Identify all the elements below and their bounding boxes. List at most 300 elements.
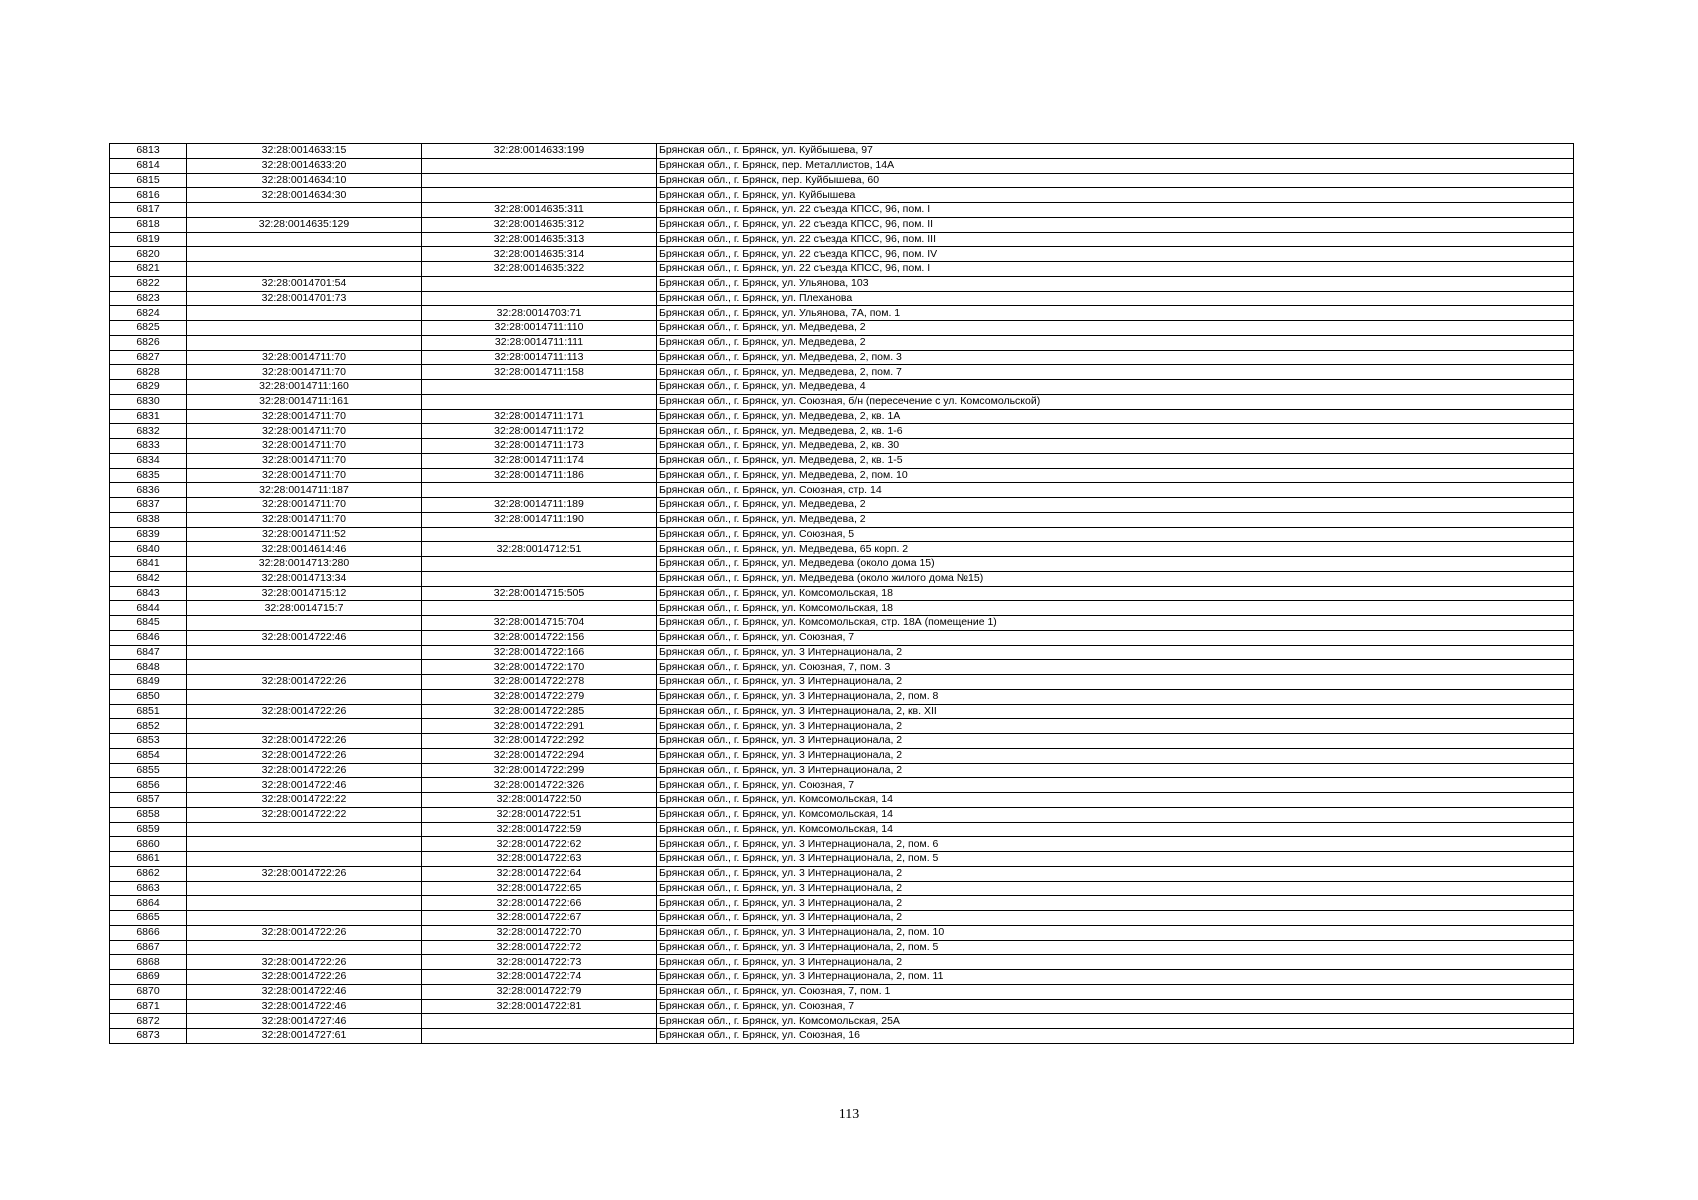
object-cadastral-number-cell: 32:28:0014722:170 [422,660,657,675]
object-cadastral-number-cell: 32:28:0014722:279 [422,689,657,704]
address-cell: Брянская обл., г. Брянск, ул. Медведева, 2, пом. 3 [657,350,1574,365]
cadastral-number-cell: 32:28:0014722:26 [187,675,422,690]
cadastral-number-cell: 32:28:0014722:26 [187,704,422,719]
table-row [110,778,1574,793]
table-row [110,203,1574,218]
object-cadastral-number-cell: 32:28:0014635:311 [422,203,657,218]
address-cell: Брянская обл., г. Брянск, ул. 22 съезда КПСС, 96, пом. I [657,203,1574,218]
cadastral-number-cell: 32:28:0014722:22 [187,807,422,822]
object-cadastral-number-cell: 32:28:0014722:285 [422,704,657,719]
table-row [110,394,1574,409]
table-row [110,675,1574,690]
address-cell: Брянская обл., г. Брянск, ул. Комсомольская, 14 [657,822,1574,837]
object-cadastral-number-cell [422,557,657,572]
cadastral-number-cell: 32:28:0014711:161 [187,394,422,409]
row-number-cell: 6867 [110,940,187,955]
object-cadastral-number-cell: 32:28:0014722:67 [422,911,657,926]
object-cadastral-number-cell [422,601,657,616]
address-cell: Брянская обл., г. Брянск, ул. Медведева, 2, пом. 10 [657,468,1574,483]
row-number-cell: 6856 [110,778,187,793]
address-cell: Брянская обл., г. Брянск, ул. 3 Интернационала, 2, кв. XII [657,704,1574,719]
page-number: 113 [838,1107,860,1122]
row-number-cell: 6841 [110,557,187,572]
table-row [110,1014,1574,1029]
address-cell: Брянская обл., г. Брянск, ул. Союзная, 5 [657,527,1574,542]
object-cadastral-number-cell: 32:28:0014722:294 [422,748,657,763]
object-cadastral-number-cell: 32:28:0014722:70 [422,925,657,940]
cadastral-number-cell: 32:28:0014722:26 [187,955,422,970]
cadastral-number-cell [187,660,422,675]
row-number-cell: 6846 [110,630,187,645]
address-cell: Брянская обл., г. Брянск, ул. 22 съезда КПСС, 96, пом. II [657,217,1574,232]
address-cell: Брянская обл., г. Брянск, ул. Ульянова, 7А, пом. 1 [657,306,1574,321]
row-number-cell: 6832 [110,424,187,439]
table-row [110,616,1574,631]
address-cell: Брянская обл., г. Брянск, ул. Комсомольская, стр. 18А (помещение 1) [657,616,1574,631]
object-cadastral-number-cell: 32:28:0014722:50 [422,793,657,808]
cadastral-number-cell: 32:28:0014711:70 [187,424,422,439]
table-row [110,571,1574,586]
object-cadastral-number-cell: 32:28:0014722:299 [422,763,657,778]
table-row [110,512,1574,527]
cadastral-number-cell: 32:28:0014722:22 [187,793,422,808]
object-cadastral-number-cell: 32:28:0014722:72 [422,940,657,955]
table-row [110,321,1574,336]
cadastral-number-cell: 32:28:0014711:70 [187,512,422,527]
object-cadastral-number-cell: 32:28:0014722:278 [422,675,657,690]
cadastral-number-cell: 32:28:0014634:30 [187,188,422,203]
address-cell: Брянская обл., г. Брянск, ул. 3 Интернационала, 2, пом. 5 [657,852,1574,867]
row-number-cell: 6839 [110,527,187,542]
table-row [110,424,1574,439]
object-cadastral-number-cell [422,173,657,188]
table-row [110,793,1574,808]
object-cadastral-number-cell: 32:28:0014635:313 [422,232,657,247]
row-number-cell: 6827 [110,350,187,365]
address-cell: Брянская обл., г. Брянск, ул. Союзная, 7 [657,778,1574,793]
table-row [110,630,1574,645]
object-cadastral-number-cell [422,188,657,203]
row-number-cell: 6829 [110,380,187,395]
table-row [110,734,1574,749]
object-cadastral-number-cell [422,1029,657,1044]
table-row [110,689,1574,704]
object-cadastral-number-cell: 32:28:0014722:63 [422,852,657,867]
object-cadastral-number-cell: 32:28:0014715:505 [422,586,657,601]
address-cell: Брянская обл., г. Брянск, ул. 3 Интернационала, 2 [657,911,1574,926]
cadastral-number-cell [187,881,422,896]
row-number-cell: 6849 [110,675,187,690]
cadastral-number-cell [187,321,422,336]
row-number-cell: 6824 [110,306,187,321]
table-row [110,822,1574,837]
object-cadastral-number-cell: 32:28:0014711:174 [422,453,657,468]
row-number-cell: 6831 [110,409,187,424]
cadastral-number-cell [187,645,422,660]
object-cadastral-number-cell: 32:28:0014711:172 [422,424,657,439]
table-row [110,498,1574,513]
row-number-cell: 6840 [110,542,187,557]
cadastral-number-cell [187,896,422,911]
object-cadastral-number-cell: 32:28:0014703:71 [422,306,657,321]
table-row [110,291,1574,306]
object-cadastral-number-cell: 32:28:0014722:166 [422,645,657,660]
address-cell: Брянская обл., г. Брянск, ул. 3 Интернационала, 2 [657,675,1574,690]
address-cell: Брянская обл., г. Брянск, ул. 3 Интернационала, 2 [657,645,1574,660]
address-cell: Брянская обл., г. Брянск, ул. 3 Интернационала, 2, пом. 6 [657,837,1574,852]
cadastral-number-cell: 32:28:0014727:61 [187,1029,422,1044]
address-cell: Брянская обл., г. Брянск, ул. Союзная, б/н (пересечение с ул. Комсомольской) [657,394,1574,409]
table-row [110,409,1574,424]
row-number-cell: 6823 [110,291,187,306]
table-row [110,970,1574,985]
table-row [110,217,1574,232]
row-number-cell: 6861 [110,852,187,867]
object-cadastral-number-cell: 32:28:0014722:51 [422,807,657,822]
table-row [110,852,1574,867]
cadastral-number-cell: 32:28:0014722:46 [187,778,422,793]
cadastral-number-cell: 32:28:0014701:73 [187,291,422,306]
table-row [110,144,1574,159]
address-cell: Брянская обл., г. Брянск, ул. 3 Интернационала, 2 [657,896,1574,911]
row-number-cell: 6852 [110,719,187,734]
address-cell: Брянская обл., г. Брянск, ул. Медведева (около жилого дома №15) [657,571,1574,586]
cadastral-number-cell: 32:28:0014722:26 [187,763,422,778]
cadastral-number-cell [187,689,422,704]
cadastral-number-cell: 32:28:0014711:70 [187,453,422,468]
cadastral-number-cell [187,837,422,852]
cadastral-number-cell: 32:28:0014711:70 [187,350,422,365]
table-row [110,955,1574,970]
object-cadastral-number-cell [422,394,657,409]
address-cell: Брянская обл., г. Брянск, ул. 3 Интернационала, 2 [657,719,1574,734]
address-cell: Брянская обл., г. Брянск, ул. Союзная, стр. 14 [657,483,1574,498]
cadastral-number-cell: 32:28:0014711:70 [187,498,422,513]
object-cadastral-number-cell [422,483,657,498]
cadastral-number-cell: 32:28:0014711:70 [187,468,422,483]
cadastral-number-cell: 32:28:0014713:280 [187,557,422,572]
address-cell: Брянская обл., г. Брянск, ул. Союзная, 7, пом. 3 [657,660,1574,675]
cadastral-number-cell: 32:28:0014711:187 [187,483,422,498]
object-cadastral-number-cell: 32:28:0014711:186 [422,468,657,483]
object-cadastral-number-cell: 32:28:0014722:59 [422,822,657,837]
table-row [110,527,1574,542]
table-row [110,468,1574,483]
cadastral-number-cell: 32:28:0014722:26 [187,970,422,985]
address-cell: Брянская обл., г. Брянск, ул. Куйбышева, 97 [657,144,1574,159]
object-cadastral-number-cell: 32:28:0014722:64 [422,866,657,881]
cadastral-number-cell [187,911,422,926]
row-number-cell: 6848 [110,660,187,675]
table-row [110,276,1574,291]
address-cell: Брянская обл., г. Брянск, ул. Медведева, 2, кв. 1-6 [657,424,1574,439]
address-cell: Брянская обл., г. Брянск, ул. 3 Интернационала, 2 [657,734,1574,749]
address-cell: Брянская обл., г. Брянск, ул. 3 Интернационала, 2 [657,866,1574,881]
table-row [110,247,1574,262]
address-cell: Брянская обл., г. Брянск, пер. Металлистов, 14А [657,158,1574,173]
address-cell: Брянская обл., г. Брянск, ул. Комсомольская, 18 [657,601,1574,616]
table-row [110,232,1574,247]
address-cell: Брянская обл., г. Брянск, ул. Медведева, 2 [657,335,1574,350]
address-cell: Брянская обл., г. Брянск, ул. 22 съезда КПСС, 96, пом. I [657,262,1574,277]
row-number-cell: 6836 [110,483,187,498]
table-row [110,188,1574,203]
row-number-cell: 6834 [110,453,187,468]
address-cell: Брянская обл., г. Брянск, ул. 3 Интернационала, 2 [657,881,1574,896]
object-cadastral-number-cell: 32:28:0014635:312 [422,217,657,232]
object-cadastral-number-cell [422,276,657,291]
table-row [110,807,1574,822]
row-number-cell: 6838 [110,512,187,527]
cadastral-number-cell: 32:28:0014701:54 [187,276,422,291]
address-cell: Брянская обл., г. Брянск, ул. Медведева, 4 [657,380,1574,395]
row-number-cell: 6813 [110,144,187,159]
object-cadastral-number-cell [422,1014,657,1029]
object-cadastral-number-cell: 32:28:0014711:190 [422,512,657,527]
cadastral-number-cell: 32:28:0014715:12 [187,586,422,601]
cadastral-number-cell: 32:28:0014614:46 [187,542,422,557]
address-cell: Брянская обл., г. Брянск, ул. Медведева (около дома 15) [657,557,1574,572]
address-cell: Брянская обл., г. Брянск, ул. Медведева, 2, кв. 1А [657,409,1574,424]
cadastral-number-cell: 32:28:0014722:46 [187,999,422,1014]
object-cadastral-number-cell: 32:28:0014635:322 [422,262,657,277]
table-row [110,940,1574,955]
object-cadastral-number-cell: 32:28:0014722:73 [422,955,657,970]
cadastral-number-cell [187,719,422,734]
table-row [110,306,1574,321]
object-cadastral-number-cell: 32:28:0014722:65 [422,881,657,896]
cadastral-number-cell: 32:28:0014635:129 [187,217,422,232]
object-cadastral-number-cell: 32:28:0014711:158 [422,365,657,380]
cadastral-number-cell [187,203,422,218]
address-cell: Брянская обл., г. Брянск, ул. Комсомольская, 18 [657,586,1574,601]
address-cell: Брянская обл., г. Брянск, ул. Союзная, 7 [657,999,1574,1014]
table-row [110,173,1574,188]
address-cell: Брянская обл., г. Брянск, ул. 3 Интернационала, 2, пом. 5 [657,940,1574,955]
row-number-cell: 6859 [110,822,187,837]
address-cell: Брянская обл., г. Брянск, ул. 3 Интернационала, 2 [657,748,1574,763]
table-row [110,999,1574,1014]
address-cell: Брянская обл., г. Брянск, ул. Ульянова, 103 [657,276,1574,291]
table-row [110,645,1574,660]
cadastral-number-cell: 32:28:0014633:15 [187,144,422,159]
address-cell: Брянская обл., г. Брянск, ул. 3 Интернационала, 2, пом. 10 [657,925,1574,940]
cadastral-number-cell: 32:28:0014713:34 [187,571,422,586]
row-number-cell: 6847 [110,645,187,660]
object-cadastral-number-cell: 32:28:0014711:113 [422,350,657,365]
table-row [110,719,1574,734]
cadastral-number-cell [187,852,422,867]
table-row [110,586,1574,601]
row-number-cell: 6830 [110,394,187,409]
register-table-body [110,144,1574,1044]
row-number-cell: 6869 [110,970,187,985]
table-row [110,439,1574,454]
object-cadastral-number-cell: 32:28:0014722:81 [422,999,657,1014]
address-cell: Брянская обл., г. Брянск, ул. 3 Интернационала, 2, пом. 11 [657,970,1574,985]
row-number-cell: 6871 [110,999,187,1014]
object-cadastral-number-cell: 32:28:0014712:51 [422,542,657,557]
cadastral-number-cell [187,335,422,350]
cadastral-number-cell: 32:28:0014711:70 [187,409,422,424]
table-row [110,866,1574,881]
object-cadastral-number-cell [422,158,657,173]
object-cadastral-number-cell: 32:28:0014711:110 [422,321,657,336]
row-number-cell: 6854 [110,748,187,763]
cadastral-number-cell: 32:28:0014711:52 [187,527,422,542]
table-row [110,365,1574,380]
cadastral-number-cell: 32:28:0014722:26 [187,866,422,881]
row-number-cell: 6822 [110,276,187,291]
table-row [110,881,1574,896]
table-row [110,335,1574,350]
object-cadastral-number-cell: 32:28:0014715:704 [422,616,657,631]
object-cadastral-number-cell: 32:28:0014722:326 [422,778,657,793]
address-cell: Брянская обл., г. Брянск, ул. Куйбышева [657,188,1574,203]
object-cadastral-number-cell [422,291,657,306]
row-number-cell: 6862 [110,866,187,881]
cadastral-number-cell [187,262,422,277]
object-cadastral-number-cell: 32:28:0014711:173 [422,439,657,454]
row-number-cell: 6825 [110,321,187,336]
cadastral-number-cell [187,940,422,955]
row-number-cell: 6860 [110,837,187,852]
row-number-cell: 6833 [110,439,187,454]
row-number-cell: 6873 [110,1029,187,1044]
cadastral-number-cell [187,232,422,247]
object-cadastral-number-cell: 32:28:0014633:199 [422,144,657,159]
object-cadastral-number-cell: 32:28:0014722:292 [422,734,657,749]
object-cadastral-number-cell: 32:28:0014722:79 [422,984,657,999]
row-number-cell: 6828 [110,365,187,380]
address-cell: Брянская обл., г. Брянск, ул. 22 съезда КПСС, 96, пом. IV [657,247,1574,262]
row-number-cell: 6816 [110,188,187,203]
address-cell: Брянская обл., г. Брянск, ул. Союзная, 7, пом. 1 [657,984,1574,999]
object-cadastral-number-cell: 32:28:0014711:171 [422,409,657,424]
cadastral-number-cell: 32:28:0014722:26 [187,925,422,940]
object-cadastral-number-cell: 32:28:0014722:156 [422,630,657,645]
object-cadastral-number-cell [422,380,657,395]
cadastral-number-cell [187,822,422,837]
address-cell: Брянская обл., г. Брянск, ул. Медведева, 2, кв. 30 [657,439,1574,454]
row-number-cell: 6814 [110,158,187,173]
row-number-cell: 6835 [110,468,187,483]
row-number-cell: 6858 [110,807,187,822]
address-cell: Брянская обл., г. Брянск, ул. Союзная, 16 [657,1029,1574,1044]
cadastral-number-cell: 32:28:0014711:70 [187,365,422,380]
row-number-cell: 6855 [110,763,187,778]
table-row [110,1029,1574,1044]
table-row [110,557,1574,572]
row-number-cell: 6845 [110,616,187,631]
cadastral-number-cell [187,306,422,321]
address-cell: Брянская обл., г. Брянск, ул. Комсомольская, 14 [657,793,1574,808]
address-cell: Брянская обл., г. Брянск, ул. Плеханова [657,291,1574,306]
row-number-cell: 6815 [110,173,187,188]
row-number-cell: 6837 [110,498,187,513]
table-row [110,925,1574,940]
row-number-cell: 6851 [110,704,187,719]
row-number-cell: 6863 [110,881,187,896]
register-table [109,143,1574,1044]
cadastral-number-cell: 32:28:0014633:20 [187,158,422,173]
table-row [110,911,1574,926]
cadastral-number-cell: 32:28:0014722:46 [187,984,422,999]
cadastral-number-cell: 32:28:0014722:46 [187,630,422,645]
object-cadastral-number-cell: 32:28:0014722:74 [422,970,657,985]
cadastral-number-cell: 32:28:0014715:7 [187,601,422,616]
row-number-cell: 6821 [110,262,187,277]
address-cell: Брянская обл., г. Брянск, ул. Медведева, 65 корп. 2 [657,542,1574,557]
table-row [110,262,1574,277]
row-number-cell: 6844 [110,601,187,616]
table-row [110,483,1574,498]
table-row [110,748,1574,763]
object-cadastral-number-cell: 32:28:0014711:189 [422,498,657,513]
address-cell: Брянская обл., г. Брянск, ул. Медведева, 2, пом. 7 [657,365,1574,380]
cadastral-number-cell: 32:28:0014634:10 [187,173,422,188]
row-number-cell: 6818 [110,217,187,232]
object-cadastral-number-cell: 32:28:0014635:314 [422,247,657,262]
address-cell: Брянская обл., г. Брянск, ул. Медведева, 2 [657,321,1574,336]
cadastral-number-cell: 32:28:0014727:46 [187,1014,422,1029]
table-row [110,542,1574,557]
address-cell: Брянская обл., г. Брянск, ул. Союзная, 7 [657,630,1574,645]
table-row [110,763,1574,778]
address-cell: Брянская обл., г. Брянск, ул. 3 Интернационала, 2 [657,955,1574,970]
address-cell: Брянская обл., г. Брянск, ул. Медведева, 2, кв. 1-5 [657,453,1574,468]
object-cadastral-number-cell [422,571,657,586]
object-cadastral-number-cell: 32:28:0014722:62 [422,837,657,852]
table-row [110,837,1574,852]
address-cell: Брянская обл., г. Брянск, ул. Медведева, 2 [657,512,1574,527]
table-row [110,896,1574,911]
table-row [110,704,1574,719]
row-number-cell: 6870 [110,984,187,999]
address-cell: Брянская обл., г. Брянск, ул. Комсомольская, 14 [657,807,1574,822]
address-cell: Брянская обл., г. Брянск, ул. 3 Интернационала, 2 [657,763,1574,778]
object-cadastral-number-cell: 32:28:0014711:111 [422,335,657,350]
cadastral-number-cell: 32:28:0014722:26 [187,748,422,763]
cadastral-number-cell [187,247,422,262]
table-row [110,453,1574,468]
row-number-cell: 6857 [110,793,187,808]
table-row [110,158,1574,173]
object-cadastral-number-cell: 32:28:0014722:66 [422,896,657,911]
row-number-cell: 6820 [110,247,187,262]
row-number-cell: 6819 [110,232,187,247]
row-number-cell: 6868 [110,955,187,970]
table-row [110,350,1574,365]
table-row [110,601,1574,616]
address-cell: Брянская обл., г. Брянск, ул. Комсомольская, 25А [657,1014,1574,1029]
cadastral-number-cell: 32:28:0014711:70 [187,439,422,454]
row-number-cell: 6872 [110,1014,187,1029]
row-number-cell: 6864 [110,896,187,911]
address-cell: Брянская обл., г. Брянск, ул. Медведева, 2 [657,498,1574,513]
table-row [110,380,1574,395]
object-cadastral-number-cell: 32:28:0014722:291 [422,719,657,734]
row-number-cell: 6843 [110,586,187,601]
cadastral-number-cell [187,616,422,631]
row-number-cell: 6853 [110,734,187,749]
object-cadastral-number-cell [422,527,657,542]
row-number-cell: 6866 [110,925,187,940]
row-number-cell: 6842 [110,571,187,586]
row-number-cell: 6850 [110,689,187,704]
table-row [110,660,1574,675]
row-number-cell: 6826 [110,335,187,350]
